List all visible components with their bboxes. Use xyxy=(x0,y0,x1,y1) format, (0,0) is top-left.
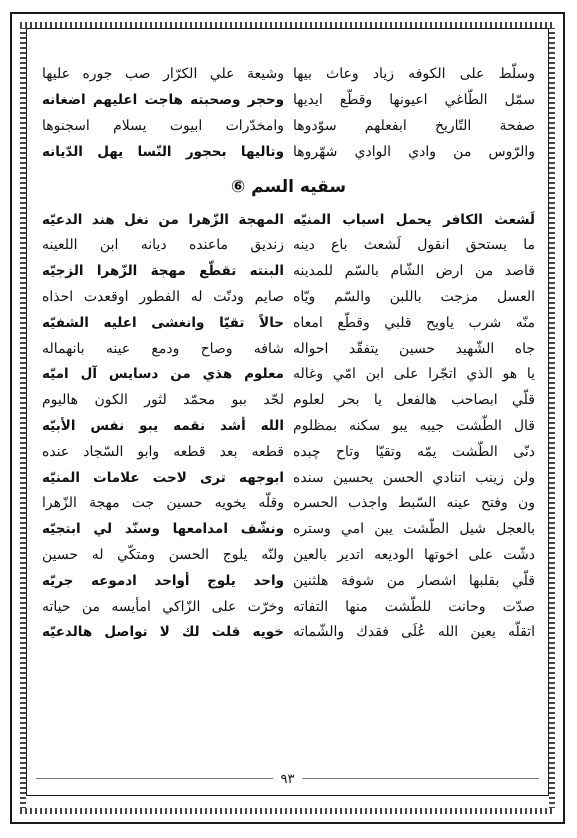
verse-left-hemistich: شافه وصاح ودمع عينه بانهماله xyxy=(42,340,284,357)
verse-left-hemistich: ابوجهه ترى لاحت علامات المنيّه xyxy=(42,469,284,486)
verse-right-hemistich: بالعجل شيل الطّشت يبن امي وستره xyxy=(293,521,535,538)
verse-right-hemistich: منّه شرب ياويح قلبي وقطّع امعاه xyxy=(293,314,535,331)
verse-row xyxy=(42,362,535,388)
verse-left-hemistich: خويه قلت لك لا تواصل هالدعيّه xyxy=(42,624,284,641)
verse-row xyxy=(42,285,535,311)
verse-left-hemistich: وحجر وصحبته هاجت اعليهم اضغانه xyxy=(42,92,284,109)
verse-row xyxy=(42,233,535,259)
verse-right-hemistich: دنّى الطّشت يمّه وتقيّا وتاح چبده xyxy=(293,443,535,460)
verse-row xyxy=(42,207,535,233)
verse-left-hemistich: وخرّت على الزّاكي امأيسه من حياته xyxy=(42,598,284,615)
poem-section-1 xyxy=(42,62,535,165)
verse-right-hemistich: ون وفتح عينه السّبط واجذب الحسره xyxy=(293,495,535,512)
section-heading-wrap xyxy=(42,167,535,207)
verse-row xyxy=(42,568,535,594)
verse-row xyxy=(42,491,535,517)
verse-row xyxy=(42,543,535,569)
verse-left-hemistich: ولنّه يلوج الحسن ومتكّي له حسين xyxy=(42,546,284,563)
verse-left-hemistich: حالاً تقيّا وانغشى اعليه الشفيّه xyxy=(42,314,284,331)
verse-row xyxy=(42,310,535,336)
verse-left-hemistich: البنته تقطّع مهجة الزّهرا الزجيّه xyxy=(42,263,284,280)
verse-left-hemistich: ونشّف امدامعها وسنّد لي ابتجيّه xyxy=(42,521,284,538)
verse-left-hemistich: لحّد ببو محمّد لثور الكون هاليوم xyxy=(42,392,284,409)
page-number: ٩٣ xyxy=(273,772,303,787)
verse-right-hemistich: ولن زينب اتنادي الحسن يحسين سنده xyxy=(293,469,535,486)
verse-row xyxy=(42,62,535,88)
verse-right-hemistich: دشّت على اخوتها الوديعه اتدير بالعين xyxy=(293,546,535,563)
verse-left-hemistich: وتاليها بحجور النّسا يهل الدّيانه xyxy=(42,143,284,160)
verse-row xyxy=(42,439,535,465)
poem-content xyxy=(42,62,535,752)
verse-row xyxy=(42,414,535,440)
verse-row xyxy=(42,114,535,140)
verse-right-hemistich: ما يستحق انقول لَشعث باع دينه xyxy=(293,237,535,254)
verse-left-hemistich: المهجة الزّهرا من نغل هند الدعيّه xyxy=(42,211,284,228)
verse-right-hemistich: والرّوس من وادي الوادي شهّروها xyxy=(293,143,535,160)
verse-row xyxy=(42,139,535,165)
verse-row xyxy=(42,594,535,620)
poem-section-2 xyxy=(42,207,535,646)
verse-row xyxy=(42,388,535,414)
verse-right-hemistich: لَشعث الكافر يحمل اسباب المنيّه xyxy=(293,211,535,228)
verse-row xyxy=(42,620,535,646)
verse-row xyxy=(42,336,535,362)
verse-left-hemistich: وامخدّرات ابيوت يسلام اسجنوها xyxy=(42,117,284,134)
verse-row xyxy=(42,517,535,543)
verse-row xyxy=(42,259,535,285)
verse-left-hemistich: زنديق ماعنده ديانه ابن اللعينه xyxy=(42,237,284,254)
section-title: سقيه السم ⑥ xyxy=(230,177,347,198)
verse-left-hemistich: وشيعة علي الكرّار صب جوره عليها xyxy=(42,66,284,83)
verse-left-hemistich: قطعه بعد قطعه وابو السّجاد عنده xyxy=(42,443,284,460)
verse-right-hemistich: صدّت وحانت للطّشت منها التفاته xyxy=(293,598,535,615)
verse-right-hemistich: قاصد من ارض الشّام بالسّم للمدينه xyxy=(293,263,535,280)
verse-right-hemistich: اتقلّه يعين الله عُلَى فقدك والشّماته xyxy=(293,624,535,641)
verse-right-hemistich: العسل مزجت باللبن والسّم ويّاه xyxy=(293,288,535,305)
verse-right-hemistich: وسلّط على الكوفه زياد وعاث بيها xyxy=(293,66,535,83)
verse-left-hemistich: معلوم هذي من دسايس آل اميّه xyxy=(42,366,284,383)
verse-left-hemistich: الله أشد نقمه يبو نفس الأبيّه xyxy=(42,417,284,434)
verse-right-hemistich: قلّي بقلبها اشصار من شوفة هلثنين xyxy=(293,572,535,589)
page-footer xyxy=(26,764,549,794)
verse-right-hemistich: يا هو الذي اتجّرا على ابن امّي وغاله xyxy=(293,366,535,383)
verse-right-hemistich: سمّل الطّاغي اعيونها وقطّع ايديها xyxy=(293,92,535,109)
verse-row xyxy=(42,88,535,114)
verse-row xyxy=(42,465,535,491)
verse-right-hemistich: صفحة التّاريخ ابفعلهم سوّدوها xyxy=(293,117,535,134)
verse-left-hemistich: صايم ودنّت له الفطور اوقعدت احذاه xyxy=(42,288,284,305)
verse-left-hemistich: واحد يلوج أواحد ادموعه جريّه xyxy=(42,572,284,589)
verse-left-hemistich: وقلّه يخويه حسين جت مهجة الزّهرا xyxy=(42,495,284,512)
verse-right-hemistich: جاه الشّهيد حسين يتفقّد احواله xyxy=(293,340,535,357)
verse-right-hemistich: قال الطّشت جيبه يبو سكنه بمظلوم xyxy=(293,417,535,434)
verse-right-hemistich: قلّي ابصاحب هالفعل يا بحر لعلوم xyxy=(293,392,535,409)
